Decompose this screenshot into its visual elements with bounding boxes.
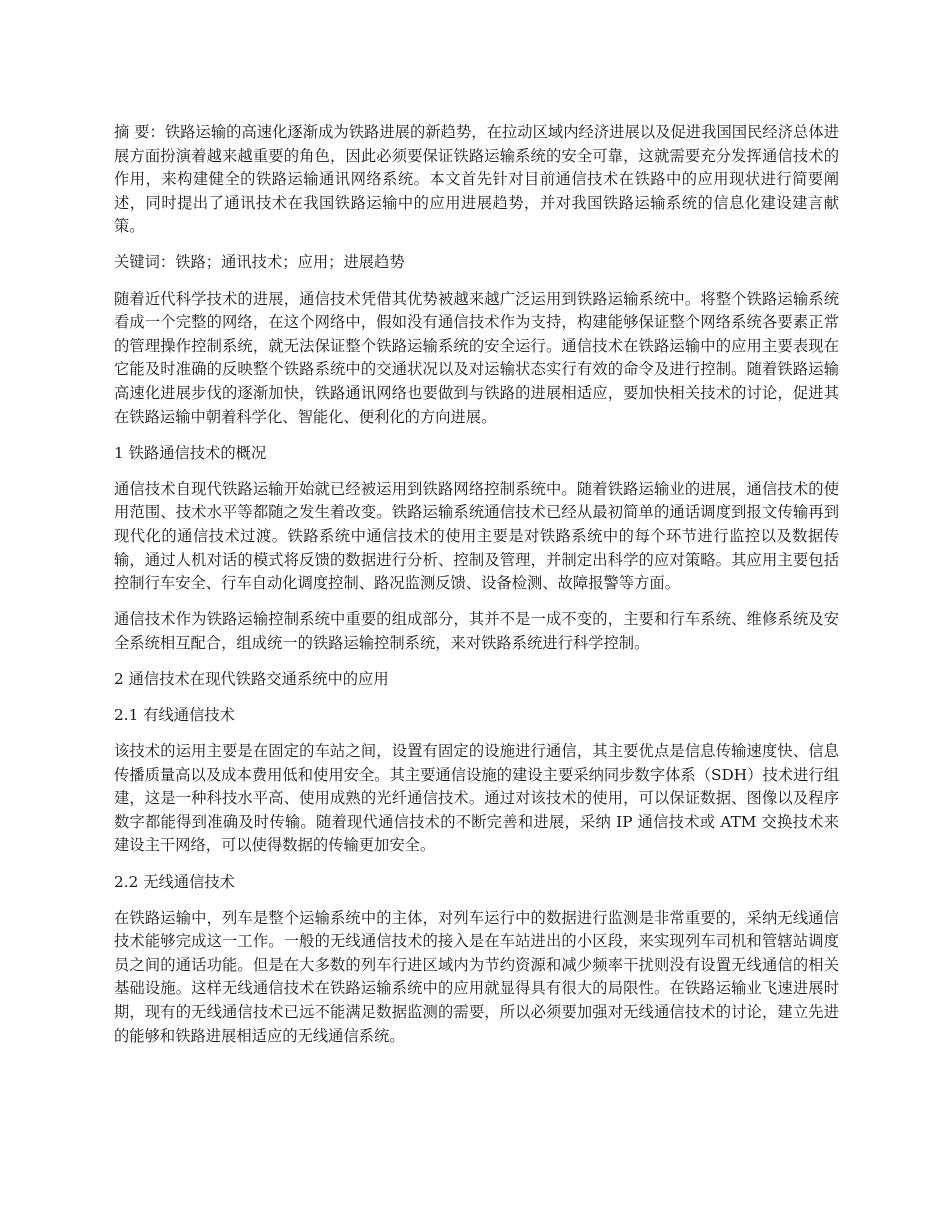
section-2-heading: 2 通信技术在现代铁路交通系统中的应用 [114, 669, 389, 688]
keywords-line: 关键词：铁路；通讯技术；应用；进展趋势 [114, 253, 405, 272]
abstract-paragraph: 摘 要：铁路运输的高速化逐渐成为铁路进展的新趋势，在拉动区域内经济进展以及促进我国国民经济总体进展方面扮演着越来越重要的角色，因此必须要保证铁路运输系统的安全可靠，这就需要充分发挥通信技术的作用，来构建健全的铁路运输通讯网络系统。本文首先针对目前通信技术在铁路中的应用现状进行简要阐述，同时提出了通讯技术在我国铁路运输中的应用进展趋势，并对我国铁路运输系统的信息化建设建言献策。 [114, 123, 839, 236]
document-page [114, 121, 839, 1061]
section-2-1-heading: 2.1 有线通信技术 [114, 705, 235, 724]
section-2-2-paragraph: 在铁路运输中，列车是整个运输系统中的主体，对列车运行中的数据进行监测是非常重要的，采纳无线通信技术能够完成这一工作。一般的无线通信技术的接入是在车站进出的小区段，来实现列车司机和管辖站调度员之间的通话功能。但是在大多数的列车行进区域内为节约资源和减少频率干扰则没有设置无线通信的相关基础设施。这样无线通信技术在铁路运输系统中的应用就显得具有很大的局限性。在铁路运输业飞速进展时期，现有的无线通信技术已远不能满足数据监测的需要，所以必须要加强对无线通信技术的讨论，建立先进的能够和铁路进展相适应的无线通信系统。 [114, 908, 839, 1045]
section-2-1-paragraph: 该技术的运用主要是在固定的车站之间，设置有固定的设施进行通信，其主要优点是信息传输速度快、信息传播质量高以及成本费用低和使用安全。其主要通信设施的建设主要采纳同步数字体系（SDH）技术进行组建，这是一种科技水平高、使用成熟的光纤通信技术。通过对该技术的使用，可以保证数据、图像以及程序数字都能得到准确及时传输。随着现代通信技术的不断完善和进展，采纳 IP 通信技术或 ATM 交换技术来建设主干网络，可以使得数据的传输更加安全。 [114, 742, 839, 855]
section-1-paragraph-2: 通信技术作为铁路运输控制系统中重要的组成部分，其并不是一成不变的，主要和行车系统、维修系统及安全系统相互配合，组成统一的铁路运输控制系统，来对铁路系统进行科学控制。 [114, 610, 839, 652]
section-1-heading: 1 铁路通信技术的概况 [114, 443, 267, 462]
intro-paragraph: 随着近代科学技术的进展，通信技术凭借其优势被越来越广泛运用到铁路运输系统中。将整个铁路运输系统看成一个完整的网络，在这个网络中，假如没有通信技术作为支持，构建能够保证整个网络系统各要素正常的管理操作控制系统，就无法保证整个铁路运输系统的安全运行。通信技术在铁路运输中的应用主要表现在它能及时准确的反映整个铁路系统中的交通状况以及对运输状态实行有效的命令及进行控制。随着铁路运输高速化进展步伐的逐渐加快，铁路通讯网络也要做到与铁路的进展相适应，要加快相关技术的讨论，促进其在铁路运输中朝着科学化、智能化、便利化的方向进展。 [114, 289, 839, 426]
section-2-2-heading: 2.2 无线通信技术 [114, 872, 235, 891]
section-1-paragraph-1: 通信技术自现代铁路运输开始就已经被运用到铁路网络控制系统中。随着铁路运输业的进展，通信技术的使用范围、技术水平等都随之发生着改变。铁路运输系统通信技术已经从最初简单的通话调度到报文传输再到现代化的通信技术过渡。铁路系统中通信技术的使用主要是对铁路系统中的每个环节进行监控以及数据传输，通过人机对话的模式将反馈的数据进行分析、控制及管理，并制定出科学的应对策略。其应用主要包括控制行车安全、行车自动化调度控制、路况监测反馈、设备检测、故障报警等方面。 [114, 479, 839, 593]
